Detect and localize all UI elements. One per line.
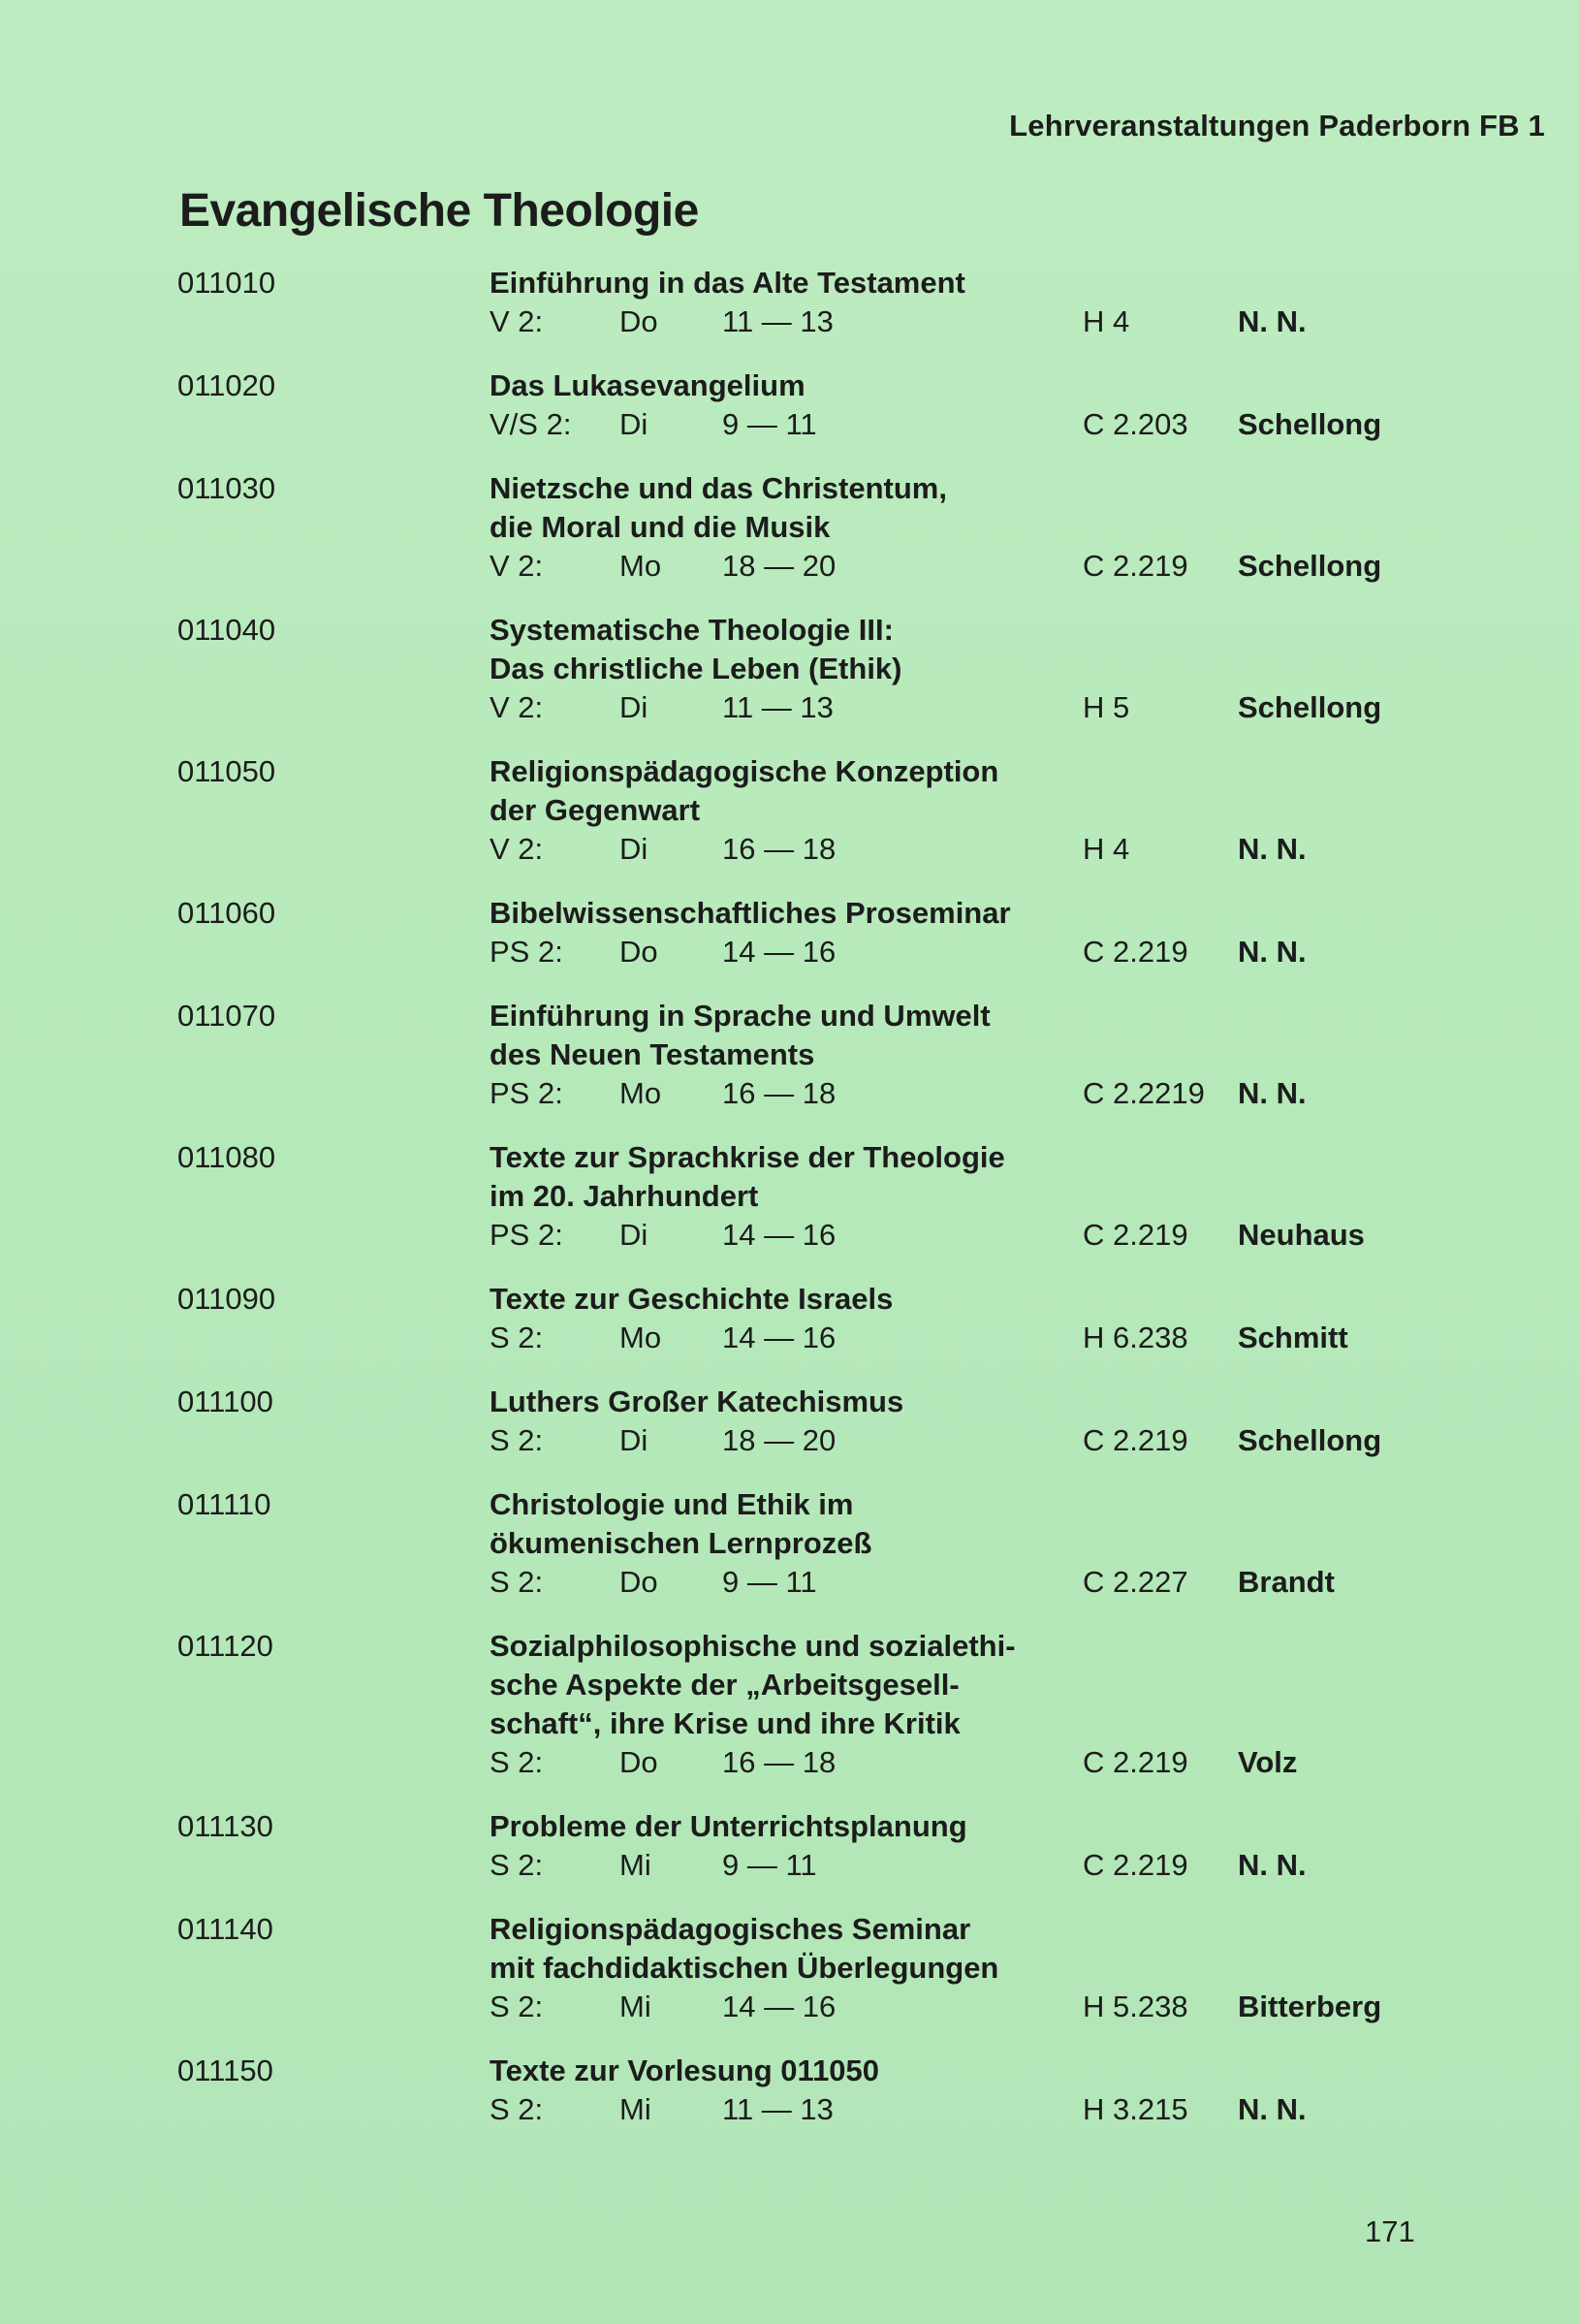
course-type: S 2: [489,1321,544,1354]
course-title-line: sche Aspekte der „Arbeitsgesell- [489,1668,960,1702]
course-details [489,469,1579,586]
course-details [489,997,1579,1113]
course-day: Mo [619,1321,662,1354]
course-title-line: Texte zur Geschichte Israels [489,1282,894,1316]
course-schedule [489,1743,1579,1782]
course-lecturer: Bitterberg [1238,1990,1382,2023]
course-number: 011100 [177,1385,273,1418]
course-number: 011140 [177,1912,273,1946]
course-title-line: Einführung in das Alte Testament [489,266,965,300]
course-lecturer: N. N. [1238,935,1307,969]
course-title-line: Nietzsche und das Christentum, [489,471,947,505]
course-details [489,1383,1579,1460]
course-room: C 2.219 [1083,1745,1188,1779]
course-time: 11 — 13 [722,304,834,338]
course-time: 18 — 20 [722,1423,837,1457]
course-details [489,1627,1579,1782]
course-type: S 2: [489,1848,544,1882]
course-title-line: Probleme der Unterrichtsplanung [489,1809,967,1843]
course-number: 011020 [177,368,276,402]
course-number: 011090 [177,1282,276,1316]
course-room: C 2.227 [1083,1565,1188,1599]
course-details [489,611,1579,727]
course-entry [0,752,1579,869]
course-room: H 5 [1083,690,1130,724]
course-time: 9 — 11 [722,407,817,441]
course-number: 011080 [177,1140,276,1174]
course-room: C 2.219 [1083,1423,1188,1457]
course-lecturer: N. N. [1238,304,1307,338]
course-entry [0,1910,1579,2026]
course-day: Di [619,690,648,724]
course-entry [0,264,1579,341]
course-entry [0,366,1579,444]
course-time: 16 — 18 [722,832,837,866]
course-lecturer: Schmitt [1238,1321,1348,1354]
course-schedule [489,830,1579,869]
course-schedule [489,933,1579,971]
course-lecturer: Schellong [1238,407,1382,441]
course-title-line: Texte zur Sprachkrise der Theologie [489,1140,1005,1174]
course-day: Di [619,407,648,441]
course-schedule [489,405,1579,444]
course-number: 011030 [177,471,276,505]
course-title-line: Einführung in Sprache und Umwelt [489,999,991,1033]
course-lecturer: Schellong [1238,690,1382,724]
course-title-line: Christologie und Ethik im [489,1487,854,1521]
course-schedule [489,1563,1579,1602]
course-entry [0,1280,1579,1357]
course-time: 11 — 13 [722,2092,834,2126]
course-title-line: der Gegenwart [489,793,701,827]
course-entry [0,2052,1579,2129]
course-type: PS 2: [489,1076,563,1110]
course-details [489,1485,1579,1602]
course-lecturer: N. N. [1238,832,1307,866]
course-details [489,1280,1579,1357]
course-title-line: Bibelwissenschaftliches Proseminar [489,896,1011,930]
course-type: V/S 2: [489,407,572,441]
course-day: Di [619,1218,648,1252]
course-type: S 2: [489,2092,544,2126]
course-room: C 2.2219 [1083,1076,1205,1110]
course-schedule [489,1074,1579,1113]
course-title-line: Religionspädagogische Konzeption [489,754,999,788]
course-schedule [489,1319,1579,1357]
course-room: C 2.219 [1083,1848,1188,1882]
course-day: Do [619,1565,658,1599]
course-day: Mi [619,1848,651,1882]
course-details [489,752,1579,869]
course-title-line: im 20. Jahrhundert [489,1179,759,1213]
course-time: 14 — 16 [722,1321,837,1354]
course-title-line: die Moral und die Musik [489,510,831,544]
course-room: H 3.215 [1083,2092,1188,2126]
course-entry [0,1138,1579,1255]
course-title-line: des Neuen Testaments [489,1037,815,1071]
course-time: 18 — 20 [722,549,837,583]
course-lecturer: Schellong [1238,549,1382,583]
course-schedule [489,1421,1579,1460]
course-title-line: Das christliche Leben (Ethik) [489,652,902,685]
course-type: S 2: [489,1990,544,2023]
course-room: C 2.219 [1083,549,1188,583]
course-day: Di [619,1423,648,1457]
course-title-line: Texte zur Vorlesung 011050 [489,2053,880,2087]
course-room: H 5.238 [1083,1990,1188,2023]
course-details [489,2052,1579,2129]
course-entry [0,1807,1579,1885]
course-time: 14 — 16 [722,935,837,969]
course-room: C 2.219 [1083,1218,1188,1252]
course-details [489,894,1579,971]
course-day: Mo [619,549,662,583]
course-lecturer: Neuhaus [1238,1218,1365,1252]
course-lecturer: N. N. [1238,1848,1307,1882]
course-lecturer: Volz [1238,1745,1298,1779]
course-number: 011040 [177,613,276,647]
course-schedule [489,2090,1579,2129]
course-day: Do [619,304,658,338]
course-title-line: Sozialphilosophische und sozialethi- [489,1629,1016,1663]
course-room: H 4 [1083,304,1130,338]
course-details [489,1910,1579,2026]
course-title-line: Systematische Theologie III: [489,613,894,647]
course-day: Mo [619,1076,662,1110]
course-title-line: ökumenischen Lernprozeß [489,1526,872,1560]
course-type: V 2: [489,832,544,866]
course-number: 011010 [177,266,276,300]
course-schedule [489,302,1579,341]
section-title: Evangelische Theologie [179,185,699,237]
course-title-line: Das Lukasevangelium [489,368,805,402]
course-day: Do [619,1745,658,1779]
course-time: 9 — 11 [722,1848,817,1882]
course-details [489,1138,1579,1255]
course-type: S 2: [489,1745,544,1779]
course-schedule [489,688,1579,727]
course-number: 011110 [177,1487,271,1521]
course-schedule [489,1216,1579,1255]
course-time: 14 — 16 [722,1218,837,1252]
course-room: H 4 [1083,832,1130,866]
course-time: 9 — 11 [722,1565,817,1599]
course-details [489,366,1579,444]
course-entry [0,469,1579,586]
course-number: 011130 [177,1809,273,1843]
course-lecturer: N. N. [1238,2092,1307,2126]
course-lecturer: N. N. [1238,1076,1307,1110]
course-lecturer: Brandt [1238,1565,1335,1599]
course-type: V 2: [489,304,544,338]
course-lecturer: Schellong [1238,1423,1382,1457]
course-title-line: Luthers Großer Katechismus [489,1385,904,1418]
course-type: PS 2: [489,935,563,969]
course-list [0,264,1579,2154]
course-entry [0,894,1579,971]
course-entry [0,1627,1579,1782]
course-schedule [489,1846,1579,1885]
course-time: 16 — 18 [722,1076,837,1110]
course-entry [0,611,1579,727]
course-time: 14 — 16 [722,1990,837,2023]
course-room: C 2.219 [1083,935,1188,969]
course-day: Mi [619,2092,651,2126]
page-number: 171 [1365,2214,1415,2248]
course-day: Do [619,935,658,969]
course-number: 011060 [177,896,276,930]
course-entry [0,997,1579,1113]
course-room: C 2.203 [1083,407,1188,441]
course-title-line: Religionspädagogisches Seminar [489,1912,971,1946]
course-type: S 2: [489,1423,544,1457]
course-time: 16 — 18 [722,1745,837,1779]
course-type: V 2: [489,549,544,583]
course-title-line: schaft“, ihre Krise und ihre Kritik [489,1706,961,1740]
course-room: H 6.238 [1083,1321,1188,1354]
running-head: Lehrveranstaltungen Paderborn FB 1 [1009,109,1545,143]
course-number: 011050 [177,754,276,788]
course-title-line: mit fachdidaktischen Überlegungen [489,1951,999,1985]
course-entry [0,1383,1579,1460]
course-type: S 2: [489,1565,544,1599]
course-day: Di [619,832,648,866]
course-details [489,264,1579,341]
course-number: 011070 [177,999,276,1033]
course-day: Mi [619,1990,651,2023]
course-schedule [489,547,1579,586]
course-number: 011120 [177,1629,273,1663]
course-schedule [489,1988,1579,2026]
course-details [489,1807,1579,1885]
course-type: V 2: [489,690,544,724]
course-time: 11 — 13 [722,690,834,724]
course-entry [0,1485,1579,1602]
course-type: PS 2: [489,1218,563,1252]
course-number: 011150 [177,2053,273,2087]
